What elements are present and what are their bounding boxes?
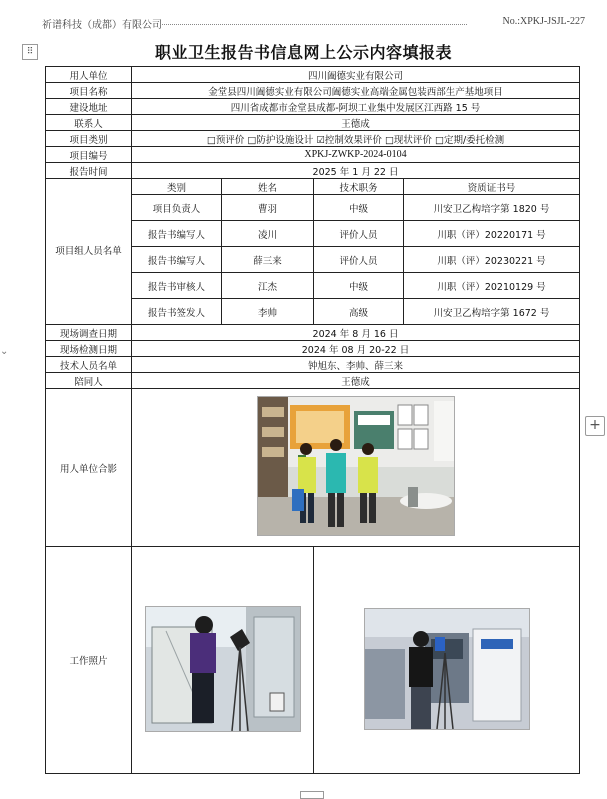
team-name[interactable]: 薛三来: [222, 247, 314, 273]
team-role: 报告书编写人: [132, 247, 222, 273]
team-role: 项目负责人: [132, 195, 222, 221]
disclosure-table: [45, 66, 580, 774]
team-cert[interactable]: 川安卫乙构培字第 1672 号: [404, 299, 580, 325]
team-role: 报告书编写人: [132, 221, 222, 247]
team-cert[interactable]: 川职（评）20230221 号: [404, 247, 580, 273]
category-label: 项目类别: [46, 131, 132, 147]
team-title[interactable]: 评价人员: [314, 221, 404, 247]
address-value[interactable]: 四川省成都市金堂县成都-阿坝工业集中发展区江西路 15 号: [132, 99, 580, 115]
group-photo-cell: [132, 389, 580, 547]
tech-staff-value[interactable]: 钟旭东、李帅、薛三来: [132, 357, 580, 373]
group-photo-label: 用人单位合影: [46, 389, 132, 547]
team-name[interactable]: 曹羽: [222, 195, 314, 221]
employer-label: 用人单位: [46, 67, 132, 83]
team-name[interactable]: 江杰: [222, 273, 314, 299]
team-header-role: 类别: [132, 179, 222, 195]
team-role: 报告书签发人: [132, 299, 222, 325]
page-title: 职业卫生报告书信息网上公示内容填报表: [154, 43, 452, 62]
category-status-eval[interactable]: □现状评价: [384, 134, 432, 146]
team-label: 项目组人员名单: [46, 179, 132, 325]
category-options[interactable]: [132, 131, 580, 147]
team-header-cert: 资质证书号: [404, 179, 580, 195]
work-photo-2: [364, 608, 530, 730]
header-divider: [160, 24, 467, 25]
page-break-marker: [300, 791, 324, 799]
work-photo-label: 工作照片: [46, 547, 132, 774]
address-label: 建设地址: [46, 99, 132, 115]
project-no-label: 项目编号: [46, 147, 132, 163]
team-cert[interactable]: 川安卫乙构培字第 1820 号: [404, 195, 580, 221]
category-periodic-test[interactable]: □定期/委托检测: [434, 134, 505, 146]
team-header-title: 技术职务: [314, 179, 404, 195]
team-name[interactable]: 李帅: [222, 299, 314, 325]
header-doc-no: No.:XPKJ-JSJL-227: [502, 16, 585, 27]
team-header-name: 姓名: [222, 179, 314, 195]
test-date-label: 现场检测日期: [46, 341, 132, 357]
survey-date-value[interactable]: 2024 年 8 月 16 日: [132, 325, 580, 341]
header-company: 祈谱科技（成都）有限公司: [42, 20, 162, 31]
project-name-value[interactable]: 金堂县四川阖德实业有限公司阖德实业高端金属包装西部生产基地项目: [132, 83, 580, 99]
team-title[interactable]: 中级: [314, 273, 404, 299]
team-title[interactable]: 中级: [314, 195, 404, 221]
margin-arrow-icon: ⌄: [0, 346, 9, 357]
team-cert[interactable]: 川职（评）20220171 号: [404, 221, 580, 247]
team-role: 报告书审核人: [132, 273, 222, 299]
project-name-label: 项目名称: [46, 83, 132, 99]
category-pre-eval[interactable]: □预评价: [206, 134, 245, 146]
escort-value[interactable]: 王德成: [132, 373, 580, 389]
work-photo-cell-2: [314, 547, 580, 774]
table-move-handle-icon[interactable]: ⠿: [22, 44, 38, 60]
tech-staff-label: 技术人员名单: [46, 357, 132, 373]
team-cert[interactable]: 川职（评）20210129 号: [404, 273, 580, 299]
category-protection-design[interactable]: □防护设施设计: [247, 134, 314, 146]
team-title[interactable]: 高级: [314, 299, 404, 325]
employer-value[interactable]: 四川阖德实业有限公司: [132, 67, 580, 83]
report-time-label: 报告时间: [46, 163, 132, 179]
team-title[interactable]: 评价人员: [314, 247, 404, 273]
category-control-effect[interactable]: ☑控制效果评价: [316, 134, 382, 146]
work-photo-cell-1: [132, 547, 314, 774]
survey-date-label: 现场调查日期: [46, 325, 132, 341]
project-no-value[interactable]: XPKJ-ZWKP-2024-0104: [132, 147, 580, 163]
team-name[interactable]: 凌川: [222, 221, 314, 247]
contact-label: 联系人: [46, 115, 132, 131]
escort-label: 陪同人: [46, 373, 132, 389]
add-row-plus-icon[interactable]: +: [585, 416, 605, 436]
report-time-value[interactable]: 2025 年 1 月 22 日: [132, 163, 580, 179]
group-photo: [257, 396, 455, 536]
work-photo-1: [145, 606, 301, 732]
contact-value[interactable]: 王德成: [132, 115, 580, 131]
test-date-value[interactable]: 2024 年 08 月 20-22 日: [132, 341, 580, 357]
